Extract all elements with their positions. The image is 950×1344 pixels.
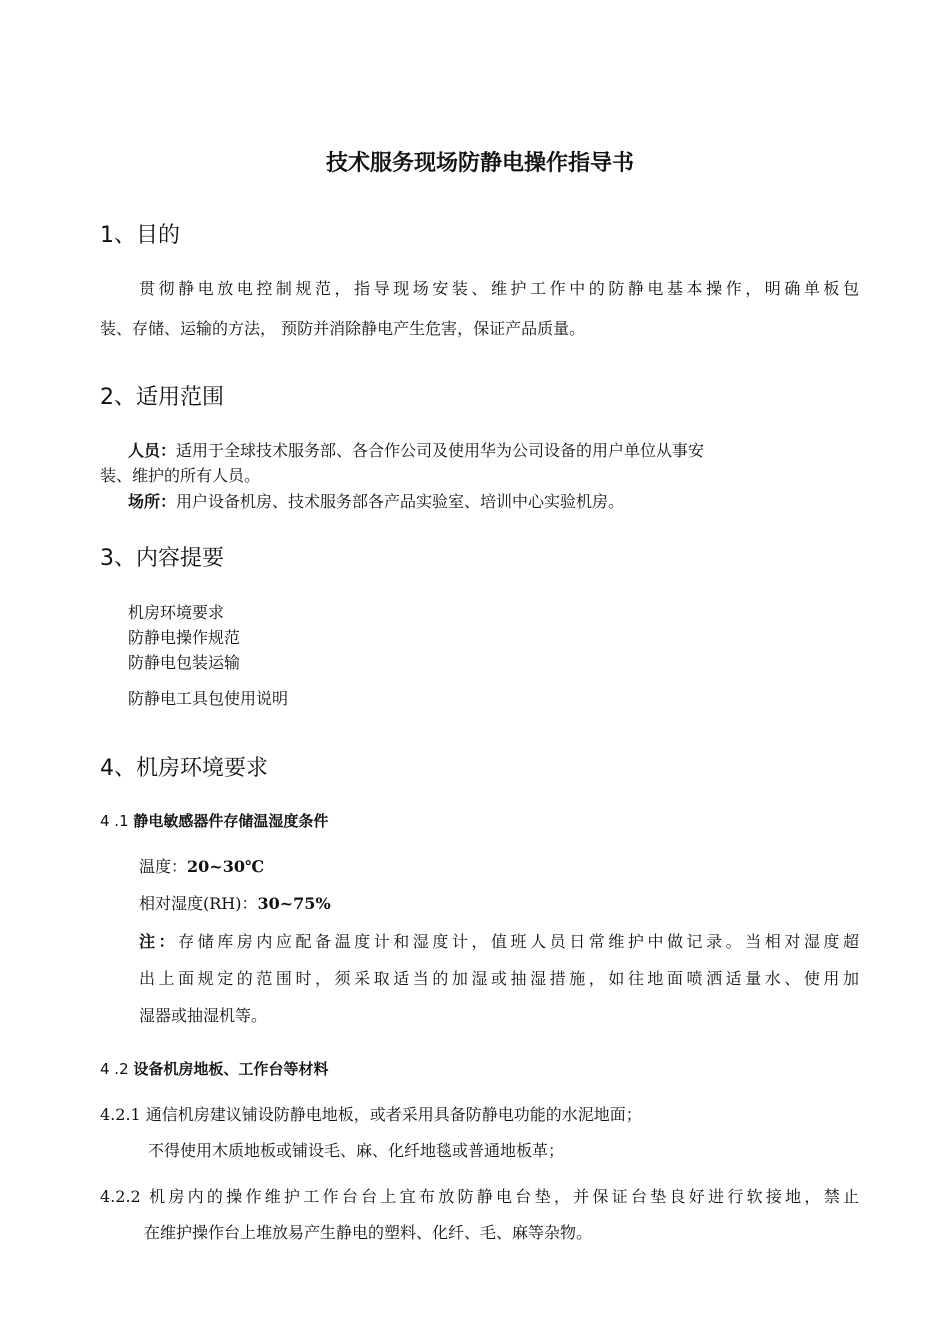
subsection-number: 4 .2 xyxy=(100,1060,134,1078)
scope-personnel-text: 适用于全球技术服务部、各合作公司及使用华为公司设备的用户单位从事安 xyxy=(176,441,705,460)
contents-item: 防静电包装运输 xyxy=(128,653,241,672)
floor-item1-line2: 不得使用木质地板或铺设毛、麻、化纤地毯或普通地板革； xyxy=(148,1141,565,1160)
scope-place-line xyxy=(128,489,624,512)
section-heading-purpose: 1、目的 xyxy=(100,223,180,248)
contents-item: 机房环境要求 xyxy=(128,603,225,622)
contents-item: 防静电工具包使用说明 xyxy=(128,689,289,708)
scope-personnel-line1 xyxy=(128,438,704,461)
subsection-number: 4 .1 xyxy=(100,812,134,830)
note-label: 注： xyxy=(139,932,179,951)
scope-personnel-line2: 装、维护的所有人员。 xyxy=(100,466,261,485)
document-title: 技术服务现场防静电操作指导书 xyxy=(325,151,634,176)
section-heading-environment: 4、机房环境要求 xyxy=(100,756,268,781)
contents-item: 防静电操作规范 xyxy=(128,628,241,647)
scope-personnel-label: 人员： xyxy=(128,441,177,460)
storage-note-line1 xyxy=(139,929,859,952)
subsection-title: 静电敏感器件存储温湿度条件 xyxy=(133,812,329,830)
note-text: 存储库房内应配备温度计和湿度计，值班人员日常维护中做记录。当相对湿度超 xyxy=(178,932,859,951)
section-heading-scope: 2、适用范围 xyxy=(100,385,224,410)
storage-note-line3: 湿器或抽湿机等。 xyxy=(139,1006,268,1025)
temperature-line xyxy=(139,854,264,877)
humidity-label: 相对湿度(RH)： xyxy=(139,894,258,913)
temperature-value: 20~30℃ xyxy=(187,857,265,876)
scope-place-text: 用户设备机房、技术服务部各产品实验室、培训中心实验机房。 xyxy=(176,492,625,511)
floor-item2-line2: 在维护操作台上堆放易产生静电的塑料、化纤、毛、麻等杂物。 xyxy=(144,1223,593,1242)
purpose-paragraph-line2: 装、存储、运输的方法， 预防并消除静电产生危害，保证产品质量。 xyxy=(100,319,586,338)
subsection-title: 设备机房地板、工作台等材料 xyxy=(133,1060,329,1078)
subsection-heading-storage xyxy=(100,810,328,831)
floor-item2-line1: 4.2.2 机房内的操作维护工作台台上宜布放防静电台垫，并保证台垫良好进行软接地，禁止 xyxy=(100,1187,859,1206)
temperature-label: 温度： xyxy=(139,857,188,876)
storage-note-line2: 出上面规定的范围时，须采取适当的加湿或抽湿措施，如往地面喷洒适量水、使用加 xyxy=(139,969,859,988)
section-heading-contents: 3、内容提要 xyxy=(100,546,224,571)
humidity-line xyxy=(139,891,331,914)
humidity-value: 30~75% xyxy=(257,894,331,913)
subsection-heading-floor xyxy=(100,1058,328,1079)
purpose-paragraph-line1: 贯彻静电放电控制规范，指导现场安装、维护工作中的防静电基本操作，明确单板包 xyxy=(139,279,859,298)
floor-item1-line1: 4.2.1 通信机房建议铺设防静电地板，或者采用具备防静电功能的水泥地面； xyxy=(100,1105,642,1124)
scope-place-label: 场所： xyxy=(128,492,177,511)
